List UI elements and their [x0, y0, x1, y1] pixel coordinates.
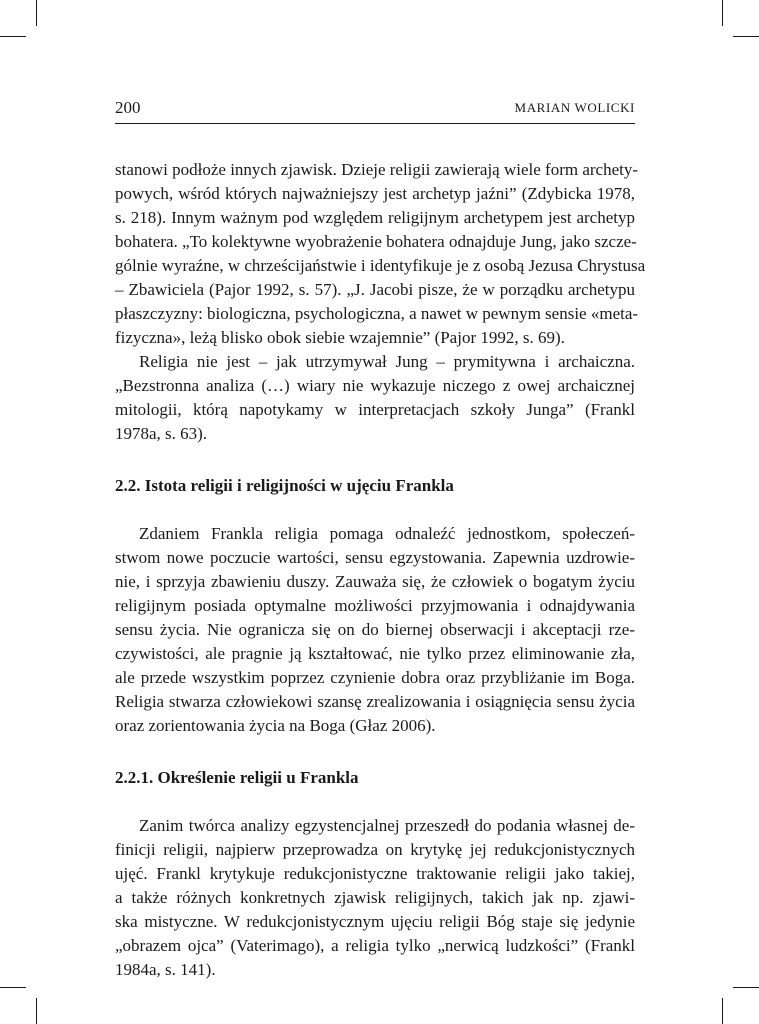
text-line: mitologii, którą napotykamy w interpretacjach szkoły Junga” (Frankl — [115, 400, 635, 419]
spacer — [115, 738, 635, 766]
text-line: a także różnych konkretnych zjawisk religijnych, takich jak np. zjawi- — [115, 888, 635, 907]
text-line: – Zbawiciela (Pajor 1992, s. 57). „J. Jacobi pisze, że w porządku archetypu — [115, 280, 635, 299]
text-line: sensu życia. Nie ogranicza się on do biernej obserwacji i akceptacji rze- — [115, 620, 635, 639]
paragraph — [115, 522, 635, 738]
text-line: stwom nowe poczucie wartości, sensu egzystowania. Zapewnia uzdrowie- — [115, 548, 635, 567]
spacer — [115, 790, 635, 814]
text-line: s. 218). Innym ważnym pod względem religijnym archetypem jest archetyp — [115, 208, 635, 227]
text-line: gólnie wyraźne, w chrześcijaństwie i identyfikuje je z osobą Jezusa Chrystusa — [115, 256, 646, 275]
crop-mark — [722, 0, 723, 26]
crop-mark — [0, 987, 26, 988]
text-line: oraz zorientowania życia na Boga (Głaz 2006). — [115, 716, 436, 735]
text-line: ale przede wszystkim poprzez czynienie dobra oraz przybliżanie im Boga. — [115, 668, 635, 687]
text-line: powych, wśród których najważniejszy jest archetyp jaźni” (Zdybicka 1978, — [115, 184, 635, 203]
text-line: religijnym posiada optymalne możliwości przyjmowania i odnajdywania — [115, 596, 635, 615]
crop-mark — [722, 998, 723, 1024]
page-header — [115, 98, 635, 120]
text-line: fizyczna», leżą blisko obok siebie wzajemnie” (Pajor 1992, s. 69). — [115, 328, 565, 347]
crop-mark — [36, 0, 37, 26]
text-line: 1978a, s. 63). — [115, 424, 208, 443]
text-line: „obrazem ojca” (Vaterimago), a religia tylko „nerwicą ludzkości” (Frankl — [115, 936, 635, 955]
text-line: Religia nie jest – jak utrzymywał Jung – prymitywna i archaiczna. — [139, 352, 635, 371]
text-line: 1984a, s. 141). — [115, 960, 216, 979]
running-head: MARIAN WOLICKI — [514, 100, 635, 115]
text-line: ujęć. Frankl krytykuje redukcjonistyczne traktowanie religii jako takiej, — [115, 864, 635, 883]
text-line: „Bezstronna analiza (…) wiary nie wykazuje niczego z owej archaicznej — [115, 376, 635, 395]
text-line: Religia stwarza człowiekowi szansę zrealizowania i osiągnięcia sensu życia — [115, 692, 635, 711]
crop-mark — [733, 36, 759, 37]
text-line: Zdaniem Frankla religia pomaga odnaleźć jednostkom, społeczeń- — [139, 524, 635, 543]
section-heading: 2.2. Istota religii i religijności w ujęciu Frankla — [115, 476, 454, 495]
paragraph — [115, 814, 635, 982]
crop-mark — [0, 36, 26, 37]
page-body — [115, 158, 646, 982]
paragraph — [115, 350, 635, 446]
text-line: ska mistyczne. W redukcjonistycznym ujęciu religii Bóg staje się jedynie — [115, 912, 635, 931]
text-line: stanowi podłoże innych zjawisk. Dzieje religii zawierają wiele form archety- — [115, 160, 639, 179]
header-rule — [115, 123, 635, 124]
page-number: 200 — [115, 98, 141, 117]
text-line: czywistości, ale pragnie ją kształtować, nie tylko przez eliminowanie zła, — [115, 644, 635, 663]
subsection-heading: 2.2.1. Określenie religii u Frankla — [115, 768, 359, 787]
text-line: bohatera. „To kolektywne wyobrażenie bohatera odnajduje Jung, jako szcze- — [115, 232, 637, 251]
text-line: nie, i sprzyja zbawieniu duszy. Zauważa się, że człowiek o bogatym życiu — [115, 572, 635, 591]
spacer — [115, 446, 635, 474]
text-line: płaszczyzny: biologiczna, psychologiczna, a nawet w pewnym sensie «meta- — [115, 304, 639, 323]
crop-mark — [36, 998, 37, 1024]
paragraph — [115, 158, 646, 350]
crop-mark — [733, 987, 759, 988]
text-line: finicji religii, najpierw przeprowadza on krytykę jej redukcjonistycznych — [115, 840, 635, 859]
text-line: Zanim twórca analizy egzystencjalnej przeszedł do podania własnej de- — [139, 816, 635, 835]
spacer — [115, 498, 635, 522]
